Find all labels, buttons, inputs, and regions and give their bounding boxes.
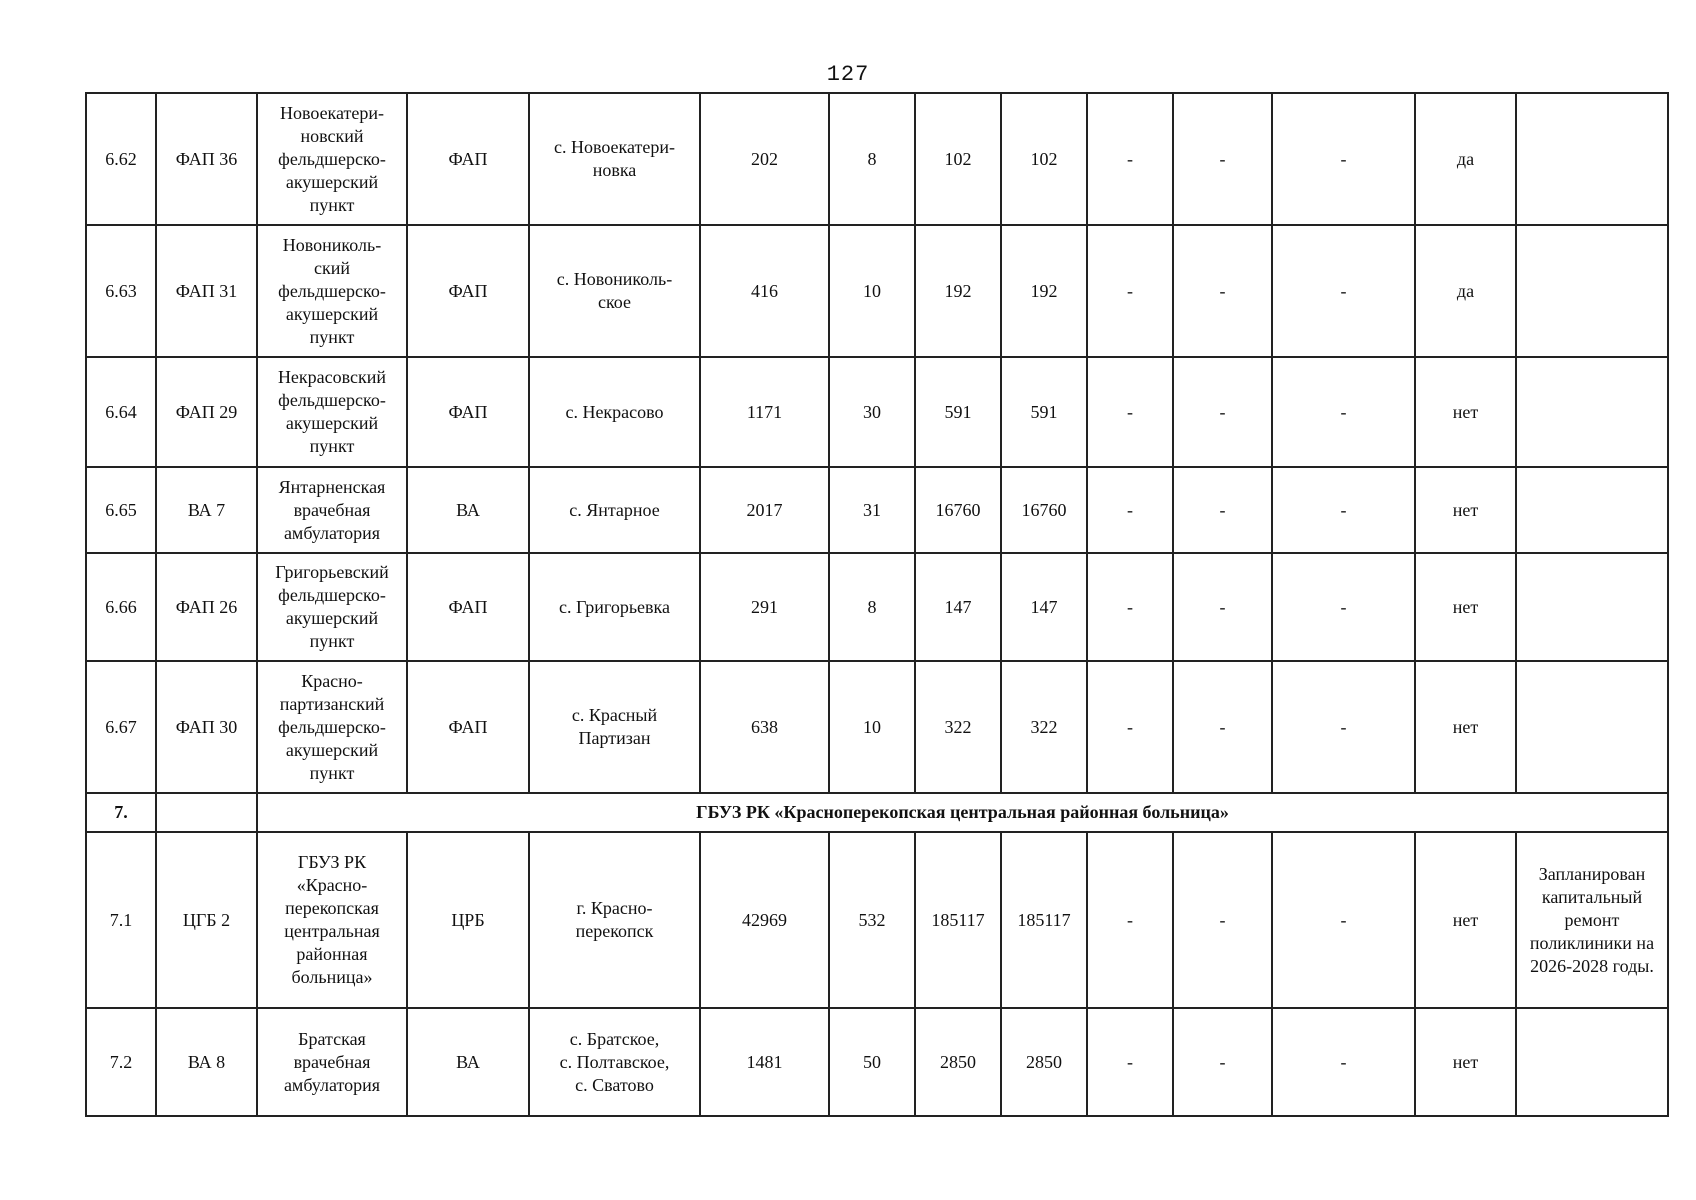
table-row xyxy=(86,553,1668,661)
note-line: Запланирован xyxy=(1538,863,1646,884)
availability-status: да xyxy=(1415,93,1516,225)
col-value-3: 102 xyxy=(915,93,1001,225)
locality-line: с. Красный xyxy=(571,705,658,725)
col-value-3: 2850 xyxy=(915,1008,1001,1116)
note xyxy=(1516,661,1668,793)
row-number: 7.1 xyxy=(86,832,156,1008)
locality-line: с. Новониколь- xyxy=(556,269,673,289)
facility-code: ФАП 31 xyxy=(156,225,257,357)
locality-line: с. Григорьевка xyxy=(559,596,670,617)
col-value-4: 2850 xyxy=(1001,1008,1087,1116)
col-value-2: 50 xyxy=(829,1008,915,1116)
facility-code: ФАП 30 xyxy=(156,661,257,793)
locality xyxy=(529,225,700,357)
facility-code: ФАП 26 xyxy=(156,553,257,661)
facility-name-line: пункт xyxy=(309,631,355,651)
row-number: 6.63 xyxy=(86,225,156,357)
col-value-2: 10 xyxy=(829,225,915,357)
locality-line: Партизан xyxy=(578,728,651,748)
section-empty-cell xyxy=(156,793,257,832)
facility-name-line: пункт xyxy=(309,326,355,347)
facility-name-line: фельдшерско- xyxy=(278,148,386,169)
col-value-6: - xyxy=(1173,467,1272,553)
locality-line: перекопск xyxy=(575,921,654,941)
col-value-7: - xyxy=(1272,93,1415,225)
facility-type: ЦРБ xyxy=(407,832,529,1008)
locality xyxy=(529,553,700,661)
facility-name-line: районная xyxy=(296,944,368,964)
locality xyxy=(529,1008,700,1116)
population-served: 1171 xyxy=(700,357,829,467)
col-value-5: - xyxy=(1087,225,1173,357)
facility-name-line: больница» xyxy=(291,967,373,987)
row-number: 6.64 xyxy=(86,357,156,467)
facility-name-line: акушерский xyxy=(285,608,379,628)
locality-line: с. Сватово xyxy=(575,1074,654,1095)
table-row xyxy=(86,661,1668,793)
facility-code: ФАП 29 xyxy=(156,357,257,467)
col-value-2: 532 xyxy=(829,832,915,1008)
note-line: капитальный xyxy=(1541,886,1643,907)
population-served: 291 xyxy=(700,553,829,661)
facility-name-line: пункт xyxy=(309,762,355,783)
locality-line: с. Полтавское, xyxy=(559,1051,670,1072)
facility-name-line: пункт xyxy=(309,436,355,456)
facility-code: ВА 8 xyxy=(156,1008,257,1116)
population-served: 2017 xyxy=(700,467,829,553)
page-number: 127 xyxy=(826,62,870,87)
facility-name xyxy=(257,832,407,1008)
availability-status: нет xyxy=(1415,357,1516,467)
note xyxy=(1516,357,1668,467)
table-row xyxy=(86,467,1668,553)
table-row xyxy=(86,225,1668,357)
col-value-6: - xyxy=(1173,661,1272,793)
facility-name-line: «Красно- xyxy=(296,875,368,895)
facility-name xyxy=(257,225,407,357)
table-body-district-6 xyxy=(86,93,1668,793)
col-value-5: - xyxy=(1087,467,1173,553)
col-value-5: - xyxy=(1087,93,1173,225)
col-value-6: - xyxy=(1173,225,1272,357)
facility-type: ВА xyxy=(407,467,529,553)
table-body-district-7 xyxy=(86,832,1668,1116)
col-value-2: 30 xyxy=(829,357,915,467)
col-value-3: 322 xyxy=(915,661,1001,793)
col-value-6: - xyxy=(1173,832,1272,1008)
facility-name-line: центральная xyxy=(284,921,380,941)
col-value-3: 147 xyxy=(915,553,1001,661)
facility-name xyxy=(257,357,407,467)
facility-type: ВА xyxy=(407,1008,529,1116)
locality xyxy=(529,832,700,1008)
facility-name-line: пункт xyxy=(309,194,355,215)
col-value-4: 147 xyxy=(1001,553,1087,661)
facility-name-line: фельдшерско- xyxy=(278,390,386,410)
col-value-4: 192 xyxy=(1001,225,1087,357)
availability-status: нет xyxy=(1415,661,1516,793)
facility-name-line: Григорьевский xyxy=(275,562,389,582)
availability-status: нет xyxy=(1415,832,1516,1008)
section-number: 7. xyxy=(86,793,156,832)
locality-line: с. Некрасово xyxy=(565,401,664,422)
facility-type: ФАП xyxy=(407,225,529,357)
row-number: 6.65 xyxy=(86,467,156,553)
col-value-2: 8 xyxy=(829,553,915,661)
col-value-7: - xyxy=(1272,832,1415,1008)
population-served: 416 xyxy=(700,225,829,357)
facility-name-line: акушерский xyxy=(285,171,379,192)
col-value-2: 31 xyxy=(829,467,915,553)
table-section-7 xyxy=(86,793,1668,832)
col-value-5: - xyxy=(1087,832,1173,1008)
col-value-7: - xyxy=(1272,1008,1415,1116)
facilities-table xyxy=(85,92,1669,1117)
col-value-3: 185117 xyxy=(915,832,1001,1008)
col-value-3: 16760 xyxy=(915,467,1001,553)
facility-name-line: партизанский xyxy=(279,693,385,714)
facility-code: ФАП 36 xyxy=(156,93,257,225)
col-value-6: - xyxy=(1173,553,1272,661)
facility-name xyxy=(257,93,407,225)
facility-name-line: перекопская xyxy=(285,898,379,918)
row-number: 7.2 xyxy=(86,1008,156,1116)
facility-name xyxy=(257,1008,407,1116)
table-row xyxy=(86,357,1668,467)
note xyxy=(1516,1008,1668,1116)
row-number: 6.66 xyxy=(86,553,156,661)
facility-name-line: амбулатория xyxy=(283,1074,381,1095)
facility-name-line: Янтарненская xyxy=(278,476,386,497)
locality-line: с. Янтарное xyxy=(569,499,660,520)
col-value-7: - xyxy=(1272,553,1415,661)
note-line: ремонт xyxy=(1564,909,1620,930)
col-value-4: 591 xyxy=(1001,357,1087,467)
facility-name-line: Новониколь- xyxy=(282,234,382,255)
col-value-3: 192 xyxy=(915,225,1001,357)
locality xyxy=(529,467,700,553)
col-value-5: - xyxy=(1087,661,1173,793)
col-value-4: 16760 xyxy=(1001,467,1087,553)
facility-name-line: фельдшерско- xyxy=(278,585,386,605)
locality xyxy=(529,93,700,225)
facility-name-line: ГБУЗ РК xyxy=(297,852,367,872)
locality-line: г. Красно- xyxy=(576,898,653,918)
availability-status: нет xyxy=(1415,553,1516,661)
facility-code: ВА 7 xyxy=(156,467,257,553)
facility-name-line: врачебная xyxy=(293,1051,371,1072)
locality-line: новка xyxy=(592,160,637,180)
note-line: 2026-2028 годы. xyxy=(1530,955,1654,976)
facility-type: ФАП xyxy=(407,357,529,467)
facility-name-line: фельдшерско- xyxy=(278,280,386,301)
facility-type: ФАП xyxy=(407,661,529,793)
col-value-6: - xyxy=(1173,357,1272,467)
section-row xyxy=(86,793,1668,832)
facility-name-line: Братская xyxy=(298,1028,366,1049)
population-served: 638 xyxy=(700,661,829,793)
col-value-7: - xyxy=(1272,467,1415,553)
locality xyxy=(529,357,700,467)
facility-name xyxy=(257,661,407,793)
note xyxy=(1516,467,1668,553)
col-value-5: - xyxy=(1087,357,1173,467)
facility-name-line: Новоекатери- xyxy=(279,102,385,123)
facility-name xyxy=(257,467,407,553)
col-value-4: 185117 xyxy=(1001,832,1087,1008)
locality-line: с. Братское, xyxy=(569,1028,660,1049)
availability-status: нет xyxy=(1415,1008,1516,1116)
note xyxy=(1516,832,1668,1008)
facility-name-line: новский xyxy=(300,125,364,146)
facility-type: ФАП xyxy=(407,553,529,661)
col-value-2: 8 xyxy=(829,93,915,225)
row-number: 6.67 xyxy=(86,661,156,793)
facility-name-line: врачебная xyxy=(293,499,371,520)
facility-code: ЦГБ 2 xyxy=(156,832,257,1008)
facility-name-line: Красно- xyxy=(301,670,363,691)
row-number: 6.62 xyxy=(86,93,156,225)
population-served: 42969 xyxy=(700,832,829,1008)
col-value-7: - xyxy=(1272,225,1415,357)
col-value-7: - xyxy=(1272,661,1415,793)
facility-name-line: акушерский xyxy=(285,739,379,760)
section-title: ГБУЗ РК «Красноперекопская центральная районная больница» xyxy=(257,793,1668,832)
col-value-7: - xyxy=(1272,357,1415,467)
table-row xyxy=(86,93,1668,225)
col-value-5: - xyxy=(1087,1008,1173,1116)
facility-name-line: амбулатория xyxy=(283,522,381,543)
facility-name-line: ский xyxy=(314,257,350,278)
population-served: 202 xyxy=(700,93,829,225)
facility-name-line: акушерский xyxy=(285,303,379,324)
facility-type: ФАП xyxy=(407,93,529,225)
availability-status: нет xyxy=(1415,467,1516,553)
note xyxy=(1516,225,1668,357)
table-row xyxy=(86,1008,1668,1116)
locality-line: ское xyxy=(597,292,632,312)
col-value-6: - xyxy=(1173,93,1272,225)
note xyxy=(1516,553,1668,661)
locality-line: с. Новоекатери- xyxy=(553,137,676,157)
facility-name-line: фельдшерско- xyxy=(278,716,386,737)
col-value-4: 102 xyxy=(1001,93,1087,225)
col-value-6: - xyxy=(1173,1008,1272,1116)
col-value-4: 322 xyxy=(1001,661,1087,793)
col-value-2: 10 xyxy=(829,661,915,793)
facility-name-line: Некрасовский xyxy=(277,367,387,387)
table-row xyxy=(86,832,1668,1008)
locality xyxy=(529,661,700,793)
facility-name xyxy=(257,553,407,661)
note xyxy=(1516,93,1668,225)
note-line: поликлиники на xyxy=(1529,932,1655,953)
facility-name-line: акушерский xyxy=(285,413,379,433)
population-served: 1481 xyxy=(700,1008,829,1116)
col-value-5: - xyxy=(1087,553,1173,661)
availability-status: да xyxy=(1415,225,1516,357)
col-value-3: 591 xyxy=(915,357,1001,467)
